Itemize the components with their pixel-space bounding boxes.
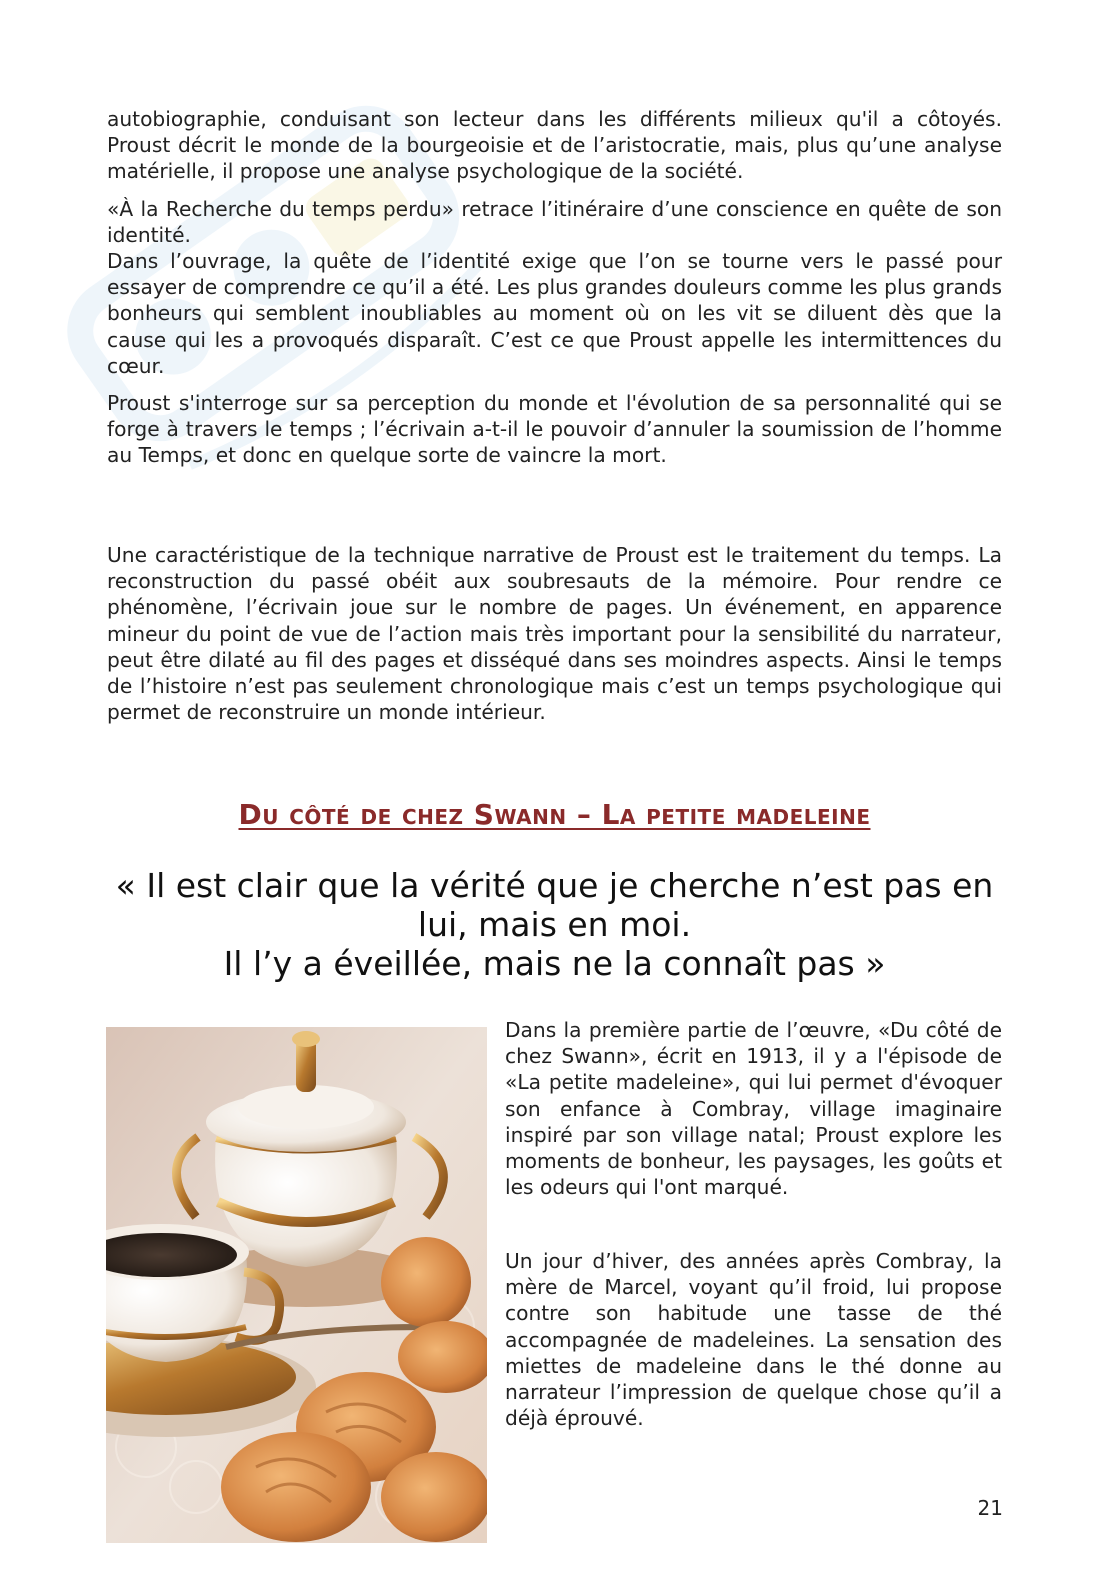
paragraph-swann [505, 1017, 1002, 1200]
quote-line-1: « Il est clair que la vérité que je cherche n’est pas en lui, mais en moi. [115, 866, 994, 944]
paragraph-recherche [107, 196, 1002, 248]
paragraph-text: Dans la première partie de l’œuvre, «Du côté de chez Swann», écrit en 1913, il y a l'épisode de «La petite madeleine», qui lui permet d'évoquer son enfance à Combray, village imaginaire inspiré par son village natal; Proust explore les moments de bonheur, les paysages, les goûts et les odeurs qui l'ont marqué. [505, 1018, 1002, 1200]
paragraph-intro [107, 106, 1002, 185]
paragraph-text: autobiographie, conduisant son lecteur dans les différents milieux qu'il a côtoyés. Proust décrit le monde de la bourgeoisie et de l’aristocratie, mais, plus qu’une analyse matérielle, il propose une analyse psychologique de la société. [107, 107, 1002, 184]
paragraph-text: «À la Recherche du temps perdu» retrace l’itinéraire d’une conscience en quête de son identité. [107, 197, 1002, 248]
proust-quote [107, 866, 1002, 983]
paragraph-technique-narrative [107, 542, 1002, 725]
section-heading: Du côté de chez Swann – La petite madeleine [238, 798, 871, 831]
paragraph-text: Un jour d’hiver, des années après Combray, la mère de Marcel, voyant qu’il froid, lui propose contre son habitude une tasse de thé accompagnée de madeleines. La sensation des miettes de madeleine dans le thé donne au narrateur l’impression de quelque chose qu’il a déjà éprouvé. [505, 1249, 1002, 1431]
paragraph-text: Dans l’ouvrage, la quête de l’identité exige que l’on se tourne vers le passé pour essayer de comprendre ce qu’il a été. Les plus grandes douleurs comme les plus grands bonheurs qui semblent inoubliables au moment où on les vit se diluent dès que la cause qui les a provoqués disparaît. C’est ce que Proust appelle les intermittences du cœur. [107, 249, 1002, 378]
paragraph-perception [107, 390, 1002, 469]
page-number: 21 [977, 1496, 1003, 1520]
paragraph-text: Une caractéristique de la technique narrative de Proust est le traitement du temps. La reconstruction du passé obéit aux soubresauts de la mémoire. Pour rendre ce phénomène, l’écrivain joue sur le nombre de pages. Un événement, en apparence mineur du point de vue de l’action mais très important pour la sensibilité du narrateur, peut être dilaté au fil des pages et disséqué dans ses moindres aspects. Ainsi le temps de l’histoire n’est pas seulement chronologique mais c’est un temps psychologique qui permet de reconstruire un monde intérieur. [107, 543, 1002, 725]
quote-line-2: Il l’y a éveillée, mais ne la connaît pas » [223, 944, 886, 983]
paragraph-text: Proust s'interroge sur sa perception du monde et l'évolution de sa personnalité qui se forge à travers le temps ; l’écrivain a-t-il le pouvoir d’annuler la soumission de l’homme au Temps, et donc en quelque sorte de vaincre la mort. [107, 391, 1002, 468]
tea-madeleine-photo [106, 1027, 487, 1543]
paragraph-madeleine-episode [505, 1248, 1002, 1431]
paragraph-identite [107, 248, 1002, 379]
